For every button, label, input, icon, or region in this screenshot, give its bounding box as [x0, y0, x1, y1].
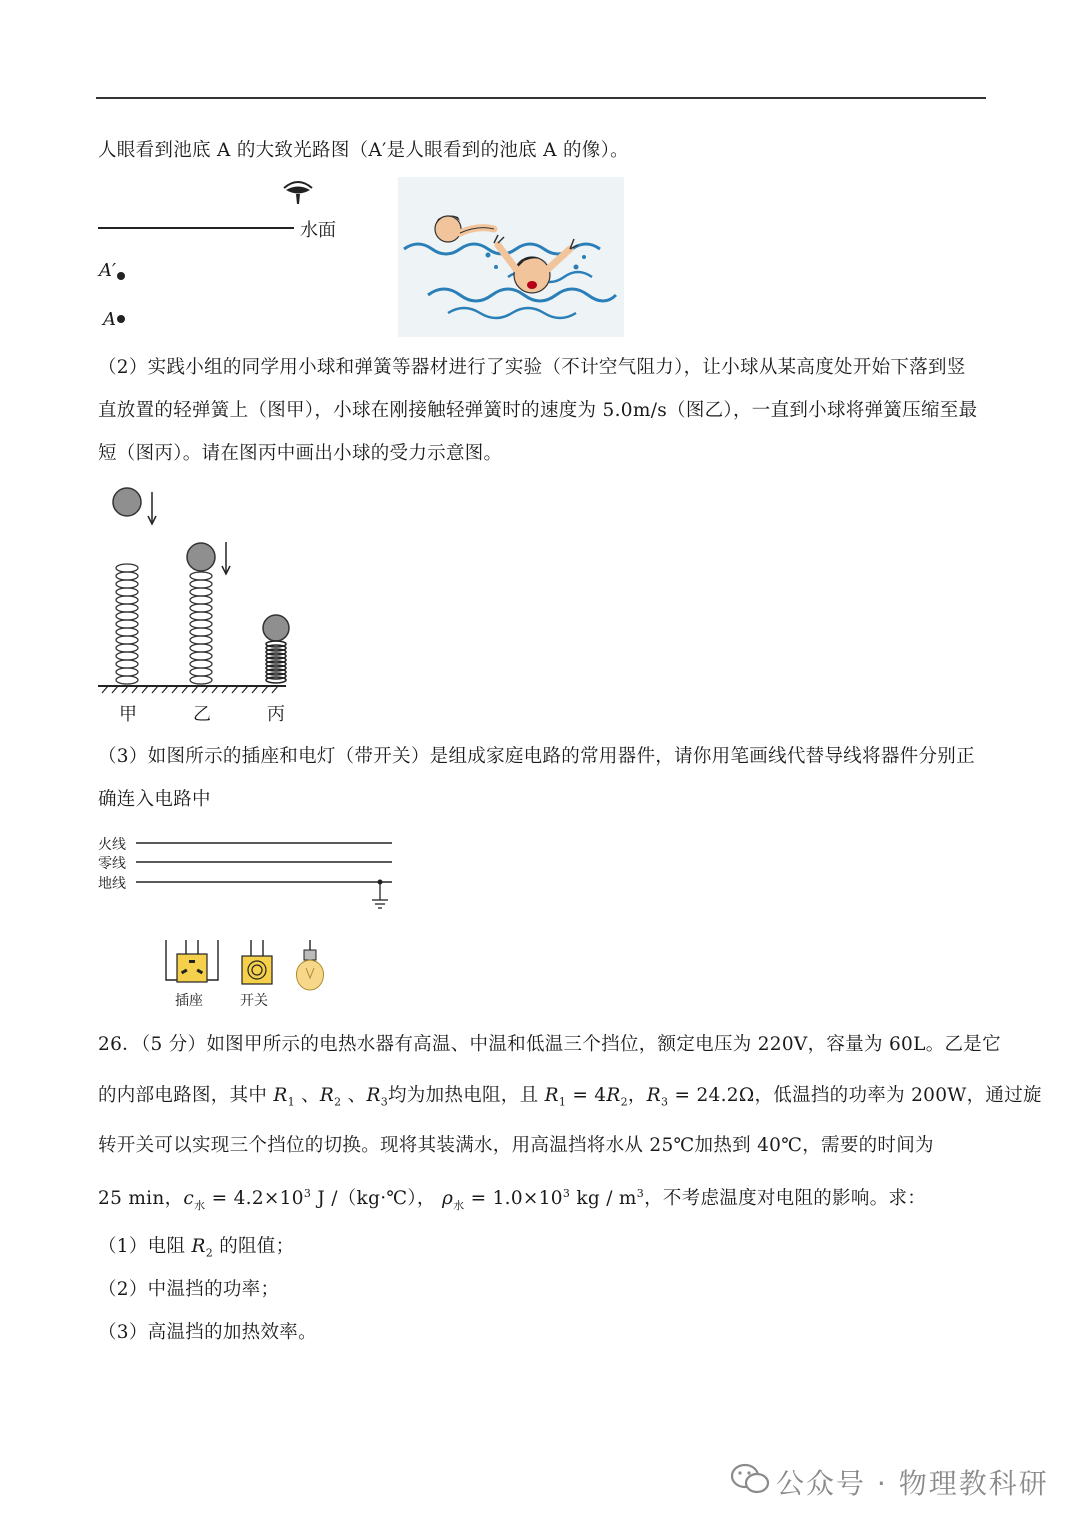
water-light-diagram	[96, 170, 356, 340]
switch-icon	[242, 940, 272, 984]
fig-label-jia: 甲	[119, 704, 137, 725]
q2-line2: 直放置的轻弹簧上（图甲），小球在刚接触轻弹簧时的速度为 5.0m/s（图乙），一直到小球将弹簧压缩至最	[98, 400, 978, 421]
q26-line1: 26．（5 分）如图甲所示的电热水器有高温、中温和低温三个挡位，额定电压为 220V，容量为 60L。乙是它	[98, 1034, 1001, 1055]
point-a-label: A	[103, 309, 116, 330]
q26-line3: 转开关可以实现三个挡位的切换。现将其装满水，用高温挡将水从 25℃加热到 40℃，需要的时间为	[98, 1135, 934, 1156]
q26-line4: 25 min，$c_水 = 4.2\times 10^3$ J /（kg·℃）， $\rho_水 = 1.0\times 10^3$ kg / $m^3$，不考虑温度对电阻的影响。求：	[98, 1187, 927, 1212]
eye-icon	[96, 170, 356, 340]
q26-line2: 的内部电路图，其中 $R_1$ 、$R_2$ 、$R_3$均为加热电阻，且 $R_1 = 4R_2$，$R_3 = 24.2\Omega$，低温挡的功率为 200W，通过旋	[98, 1085, 1042, 1109]
q3-line2: 确连入电路中	[98, 789, 211, 810]
intro-text: 人眼看到池底 A 的大致光路图（A′是人眼看到的池底 A 的像）。	[98, 140, 629, 161]
circuit-diagram	[130, 830, 400, 1010]
socket-icon	[166, 940, 218, 982]
q26-sub3: （3）高温挡的加热效率。	[98, 1322, 317, 1343]
q26-sub2: （2）中温挡的功率；	[98, 1279, 280, 1300]
socket-label: 插座	[175, 993, 203, 1009]
wire-live-label: 火线	[98, 837, 126, 853]
point-a-prime-label: A′	[99, 260, 117, 281]
q2-line3: 短（图丙）。请在图丙中画出小球的受力示意图。	[98, 443, 503, 464]
switch-label: 开关	[240, 993, 268, 1009]
wechat-icon	[730, 1462, 770, 1500]
q3-line1: （3）如图所示的插座和电灯（带开关）是组成家庭电路的常用器件，请你用笔画线代替导线将器件分别正	[98, 746, 975, 767]
water-surface-label: 水面	[300, 220, 336, 241]
light-bulb-icon	[296, 940, 323, 990]
q2-line1: （2）实践小组的同学用小球和弹簧等器材进行了实验（不计空气阻力），让小球从某高度处开始下落到竖	[98, 357, 966, 378]
r3-value: 24.2Ω	[696, 1085, 755, 1106]
watermark-text: 公众号 · 物理教科研	[776, 1467, 1049, 1500]
wire-ground-label: 地线	[98, 876, 126, 892]
fig-label-yi: 乙	[193, 704, 211, 725]
spring-figure	[96, 482, 306, 694]
fig-label-bing: 丙	[267, 704, 285, 725]
header-rule	[96, 97, 986, 99]
swimmer-illustration	[398, 177, 624, 337]
q26-sub1: （1）电阻 $R_2$ 的阻值；	[98, 1236, 295, 1260]
wire-neutral-label: 零线	[98, 856, 126, 872]
